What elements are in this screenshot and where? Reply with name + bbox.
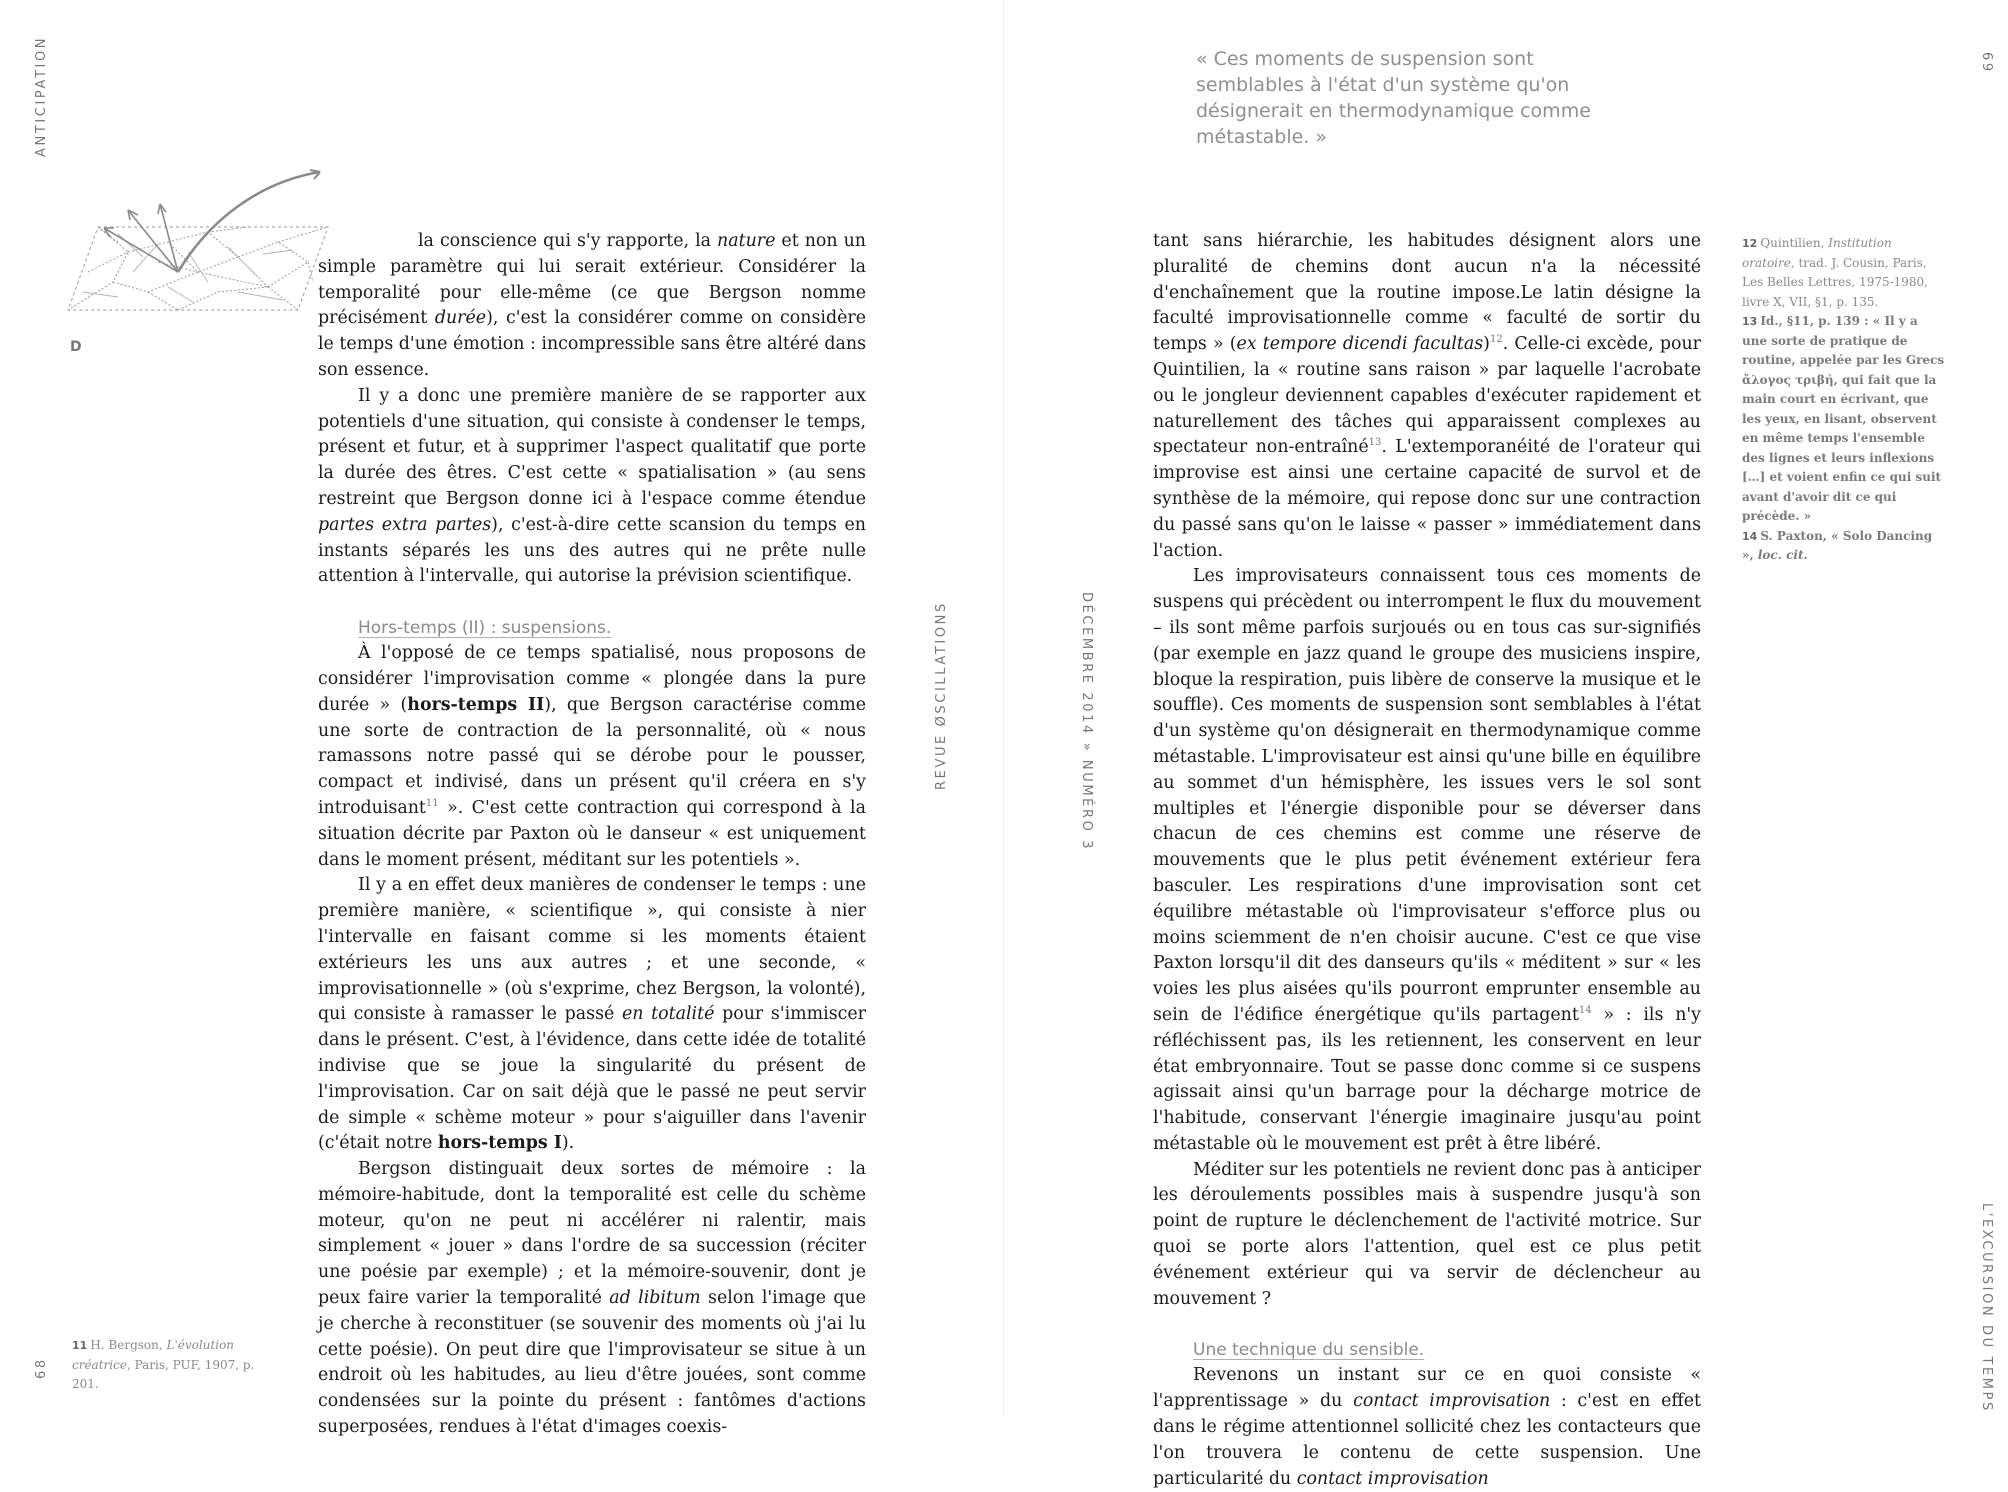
left-paragraph-1 [318,229,866,384]
footnote-number: 14 [1742,529,1758,543]
text-run: ». C'est cette contraction qui correspond à la situation décrite par Paxton où le danseur « est uniquement dans le moment présent, méditant sur les potentiels ». [318,797,866,870]
text-run: et non un simple paramètre qui lui serait extérieur. Considérer la temporalité pour elle-même (ce que Bergson nomme précisément [318,231,867,329]
text-run: : c'est en effet dans le régime attentionnel sollicité chez les contacteurs que l'on trouvera le contenu de cette suspension. Une particularité du [1153,1391,1701,1489]
text-run: Bergson distinguait deux sortes de mémoire : la mémoire-habitude, dont la temporalité est celle du schème moteur, qu'on ne peut ni accélérer ni ralentir, mais simplement « jouer » dans l'ordre de sa succession (réciter une poésie par exemple) ; et la mémoire-souvenir, dont je peux faire varier la temporalité [318,1159,866,1309]
footnote-ref-12[interactable]: 12 [1489,334,1503,346]
page-number-right: 69 [1979,52,1994,74]
right-paragraph-3: Méditer sur les potentiels ne revient donc pas à anticiper les déroulements possibles mais à suspendre jusqu'à son point de rupture le déclenchement de l'activité motrice. Sur quoi se porte alors l'attention, quel est ce plus petit événement extérieur qui va servir de déclencheur au mouvement ? [1153,1159,1701,1309]
italic-run: ex tempore dicendi facultas [1236,334,1484,355]
footnote-ref-14[interactable]: 14 [1578,1005,1592,1017]
text-run: Quintilien, [1760,236,1829,250]
text-run: , Paris, PUF, 1907, p. 201. [72,1357,255,1391]
text-run: ), c'est-à-dire cette scansion du temps en instants séparés les uns des autres qui ne prête nulle attention à l'intervalle, qui autorise la prévision scientifique. [318,514,866,587]
left-paragraph-4 [318,873,866,1157]
text-run: Les improvisateurs connaissent tous ces moments de suspens qui précèdent ou interrompent le flux du mouvement – ils sont même parfois surjoués ou en tous cas sur-signifiés (par exemple en jazz quand le groupe des musiciens inspire, bloque la respiration, puis libère de conserve la musique et le souffle). Ces moments de suspension sont semblables à l'état d'un système qu'on désignerait en thermodynamique comme métastable. L'improvisateur est ainsi qu'une bille en équilibre au sommet d'un hémisphère, les issues vers le sol sont multiples et l'énergie disponible pour se déverser dans chacun de ces chemins est comme une réserve de mouvements que le plus petit événement extérieur fera basculer. Les respirations d'une improvisation sont cet équilibre métastable où l'improvisateur s'efforce plus ou moins sciemment de n'en choisir aucune. C'est ce que vise Paxton lorsqu'il dit des danseurs qu'ils « méditent » sur « les voies les plus aisées qu'ils pourront emprunter ensemble au sein de l'édifice énergétique qu'ils partagent [1153,566,1701,1025]
section-heading-technique: Une technique du sensible. [1193,1340,1425,1361]
text-run: » : ils n'y réfléchissent pas, ils les retiennent, les conservent en leur état embryonnaire. Tout se passe donc comme si ce suspens agissait ainsi qu'un barrage pour la décharge motrice de l'habitude, conservant l'énergie imaginaire jusqu'au point métastable où le mouvement est prêt à être libéré. [1153,1004,1701,1154]
text-run: ), c'est la considérer comme on considère le temps d'une émotion : incompressible sans être altéré dans son essence. [318,308,866,380]
text-run: , trad. J. Cousin, Paris, Les Belles Lettres, 1975-1980, livre X, VII, §1, p. 135. [1742,255,1928,309]
right-paragraph-4 [1153,1363,1701,1492]
italic-run: ad libitum [609,1288,701,1309]
page-number-left: 68 [34,1357,49,1379]
bold-run: hors-temps II [407,694,545,715]
page-gutter [1003,0,1004,1417]
text-run: H. Bergson, [90,1338,167,1352]
left-paragraph-5 [318,1157,866,1441]
text-run: la conscience qui s'y rapporte, la [418,231,718,251]
footnote-12 [1742,234,1946,312]
text-run: Il y a donc une première manière de se rapporter aux potentiels d'une situation, qui consiste à condenser le temps, présent et futur, et à supprimer l'aspect qualitatif que porte la durée des êtres. C'est cette « spatialisation » (au sens restreint que Bergson donne ici à l'espace comme étendue [318,385,866,509]
italic-run: contact improvisation [1353,1391,1551,1412]
italic-run: en totalité [622,1004,715,1025]
text-run: . L'extemporanéité de l'orateur qui improvise est ainsi une certaine capacité de survol et de synthèse de la mémoire, qui repose donc sur une contraction du passé sans qu'on le laisse « passer » immédiatement dans l'action. [1153,437,1701,561]
text-run: S. Paxton, « Solo Dancing », [1742,528,1933,562]
text-run: Revenons un instant sur ce en quoi consiste « l'apprentissage » du [1153,1365,1701,1412]
text-run: . Celle-ci excède, pour Quintilien, la « routine sans raison » par laquelle l'acrobate ou le jongleur deviennent capables d'exécuter rapidement et naturellement des tâches qui apparaissent complexes au spectateur non-entraîné [1153,334,1701,458]
text-run: Id., §11, p. 139 : « Il y a une sorte de pratique de routine, appelée par les Grecs ἄλογος τριβή, qui fait que la main court en écrivant, que les yeux, en lisant, observent en même temps l'ensemble des lignes et leurs inflexions […] et voient enfin ce qui suit avant d'avoir dit ce qui précède. » [1742,314,1945,523]
text-run: selon l'image que je cherche à reconstituer (se souvenir des moments où j'ai lu cette poésie). On peut dire que l'improvisateur se situe à un endroit où les habitudes, au lieu d'être jouées, sont comme condensées sur la pointe du présent : fantômes d'actions superposées, rendues à l'état d'images coexis- [318,1288,867,1438]
italic-run: contact improvisation [1296,1468,1489,1489]
right-paragraph-2 [1153,564,1701,1157]
footnotes-right [1742,234,1946,566]
text-run: ), que Bergson caractérise comme une sorte de contraction de la personnalité, où « nous ramassons notre passé qui se dérobe pour le pousser, compact et indivisé, dans un présent qu'il créera en s'y introduisant [318,694,866,818]
text-run: tant sans hiérarchie, les habitudes désignent alors une pluralité de chemins dont aucun n'a la nécessité d'enchaînement que la routine impose.Le latin désigne la faculté improvisationnelle comme « faculté de sortir du temps » ( [1153,231,1701,355]
italic-run: L'évolution créatrice [72,1338,235,1372]
text-run: ). [561,1133,575,1154]
footnote-13 [1742,312,1946,527]
section-heading-hors-temps: Hors-temps (II) : suspensions. [358,618,612,639]
issue-label: DÉCEMBRE 2014 » NUMÉRO 3 [1079,592,1094,852]
text-run: . [1803,548,1808,562]
section-label-left: ANTICIPATION [34,35,49,157]
italic-run: partes extra partes [318,514,492,535]
italic-run: loc. cit [1757,548,1804,562]
footnote-ref-11[interactable]: 11 [425,798,439,810]
footnote-11 [72,1336,282,1395]
footnote-number: 13 [1742,315,1758,328]
section-label-right: L'EXCURSION DU TEMPS [1979,1203,1994,1413]
left-paragraph-3 [318,641,866,873]
footnote-number: 12 [1742,237,1758,250]
text-run: pour s'immiscer dans le présent. C'est, à l'évidence, dans cette idée de totalité indivise que se joue la singularité du présent de l'improvisation. Car on sait déjà que le passé ne peut servir de simple « schème moteur » pour s'aiguiller dans l'avenir (c'était notre [318,1004,866,1154]
drop-letter: D [70,339,82,355]
right-paragraph-1 [1153,229,1701,564]
italic-run: nature [717,231,776,251]
italic-run: durée [434,308,487,329]
journal-label: REVUE ØSCILLATIONS [934,601,949,790]
footnotes-left [72,1336,282,1395]
text-run: Il y a en effet deux manières de condenser le temps : une première manière, « scientifique », qui consiste à nier l'intervalle en faisant comme si les moments étaient extérieurs les uns aux autres ; et une seconde, « improvisationnelle » (où s'exprime, chez Bergson, la volonté), qui consiste à ramasser le passé [318,875,866,1025]
right-text-column [1153,229,1701,1492]
footnote-14 [1742,527,1946,566]
left-paragraph-2 [318,384,866,590]
footnote-ref-13[interactable]: 13 [1368,437,1382,449]
italic-run: Institution oratoire [1742,236,1892,270]
text-run: À l'opposé de ce temps spatialisé, nous proposons de considérer l'improvisation comme « plongée dans la pure durée » ( [318,643,866,715]
text-run: ) [1483,334,1490,355]
left-text-column [318,229,866,1441]
footnote-number: 11 [72,1339,88,1352]
bold-run: hors-temps I [437,1133,562,1154]
pull-quote: « Ces moments de suspension sont semblables à l'état d'un système qu'on désignerait en thermodynamique comme métastable. » [1196,48,1591,148]
